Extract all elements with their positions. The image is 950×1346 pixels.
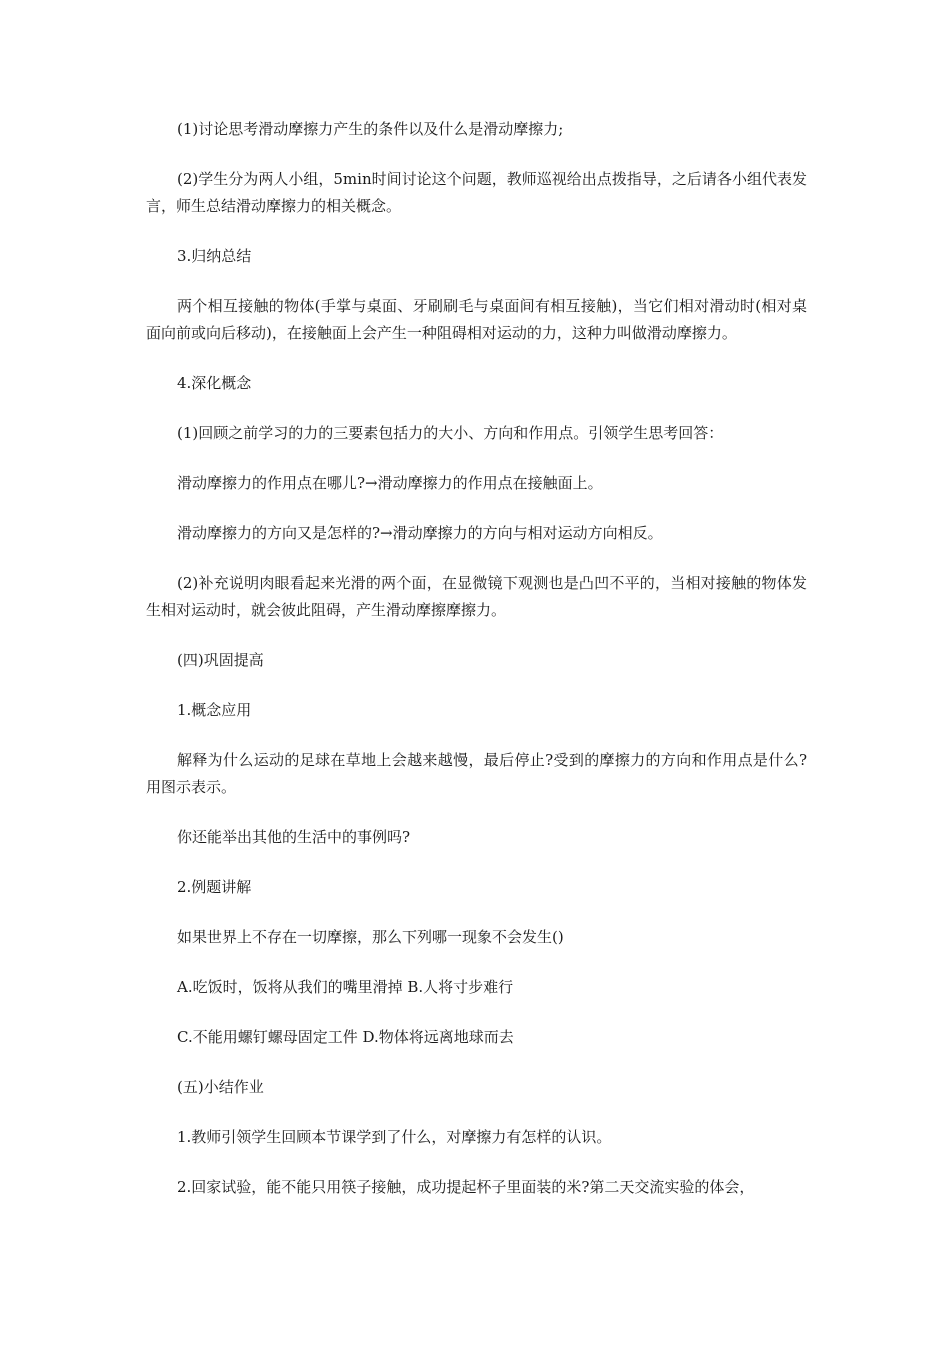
paragraph-action-point: 滑动摩擦力的作用点在哪儿?→滑动摩擦力的作用点在接触面上。 <box>177 474 603 492</box>
paragraph-home-experiment: 2.回家试验，能不能只用筷子接触，成功提起杯子里面装的米?第二天交流实验的体会， <box>177 1178 755 1196</box>
paragraph-football-question: 解释为什么运动的足球在草地上会越来越慢，最后停止?受到的摩擦力的方向和作用点是什么?用图示表示。 <box>146 751 807 796</box>
paragraph-microscope: (2)补充说明肉眼看起来光滑的两个面，在显微镜下观测也是凸凹不平的，当相对接触的物体发生相对运动时，就会彼此阻碍，产生滑动摩擦摩擦力。 <box>146 574 807 619</box>
paragraph-three-elements: (1)回顾之前学习的力的三要素包括力的大小、方向和作用点。引领学生思考回答： <box>177 424 724 442</box>
heading-summary: 3.归纳总结 <box>177 247 252 265</box>
paragraph-discussion-question: (1)讨论思考滑动摩擦力产生的条件以及什么是滑动摩擦力; <box>177 120 564 138</box>
paragraph-review: 1.教师引领学生回顾本节课学到了什么，对摩擦力有怎样的认识。 <box>177 1128 612 1146</box>
paragraph-group-discussion: (2)学生分为两人小组，5min时间讨论这个问题，教师巡视给出点拨指导，之后请各小组代表发言，师生总结滑动摩擦力的相关概念。 <box>146 170 807 215</box>
paragraph-life-examples: 你还能举出其他的生活中的事例吗? <box>177 828 411 846</box>
paragraph-options-ab: A.吃饭时，饭将从我们的嘴里滑掉 B.人将寸步难行 <box>177 978 514 996</box>
paragraph-direction: 滑动摩擦力的方向又是怎样的?→滑动摩擦力的方向与相对运动方向相反。 <box>177 524 663 542</box>
heading-summary-homework: (五)小结作业 <box>177 1078 264 1096</box>
paragraph-example-question: 如果世界上不存在一切摩擦，那么下列哪一现象不会发生() <box>177 928 564 946</box>
heading-example-explanation: 2.例题讲解 <box>177 878 252 896</box>
heading-concept-application: 1.概念应用 <box>177 701 252 719</box>
paragraph-friction-definition: 两个相互接触的物体(手掌与桌面、牙刷刷毛与桌面间有相互接触)，当它们相对滑动时(相对桌面向前或向后移动)，在接触面上会产生一种阻碍相对运动的力，这种力叫做滑动摩擦力。 <box>146 297 807 342</box>
heading-consolidation: (四)巩固提高 <box>177 651 264 669</box>
paragraph-options-cd: C.不能用螺钉螺母固定工件 D.物体将远离地球而去 <box>177 1028 514 1046</box>
heading-deepen-concept: 4.深化概念 <box>177 374 252 392</box>
